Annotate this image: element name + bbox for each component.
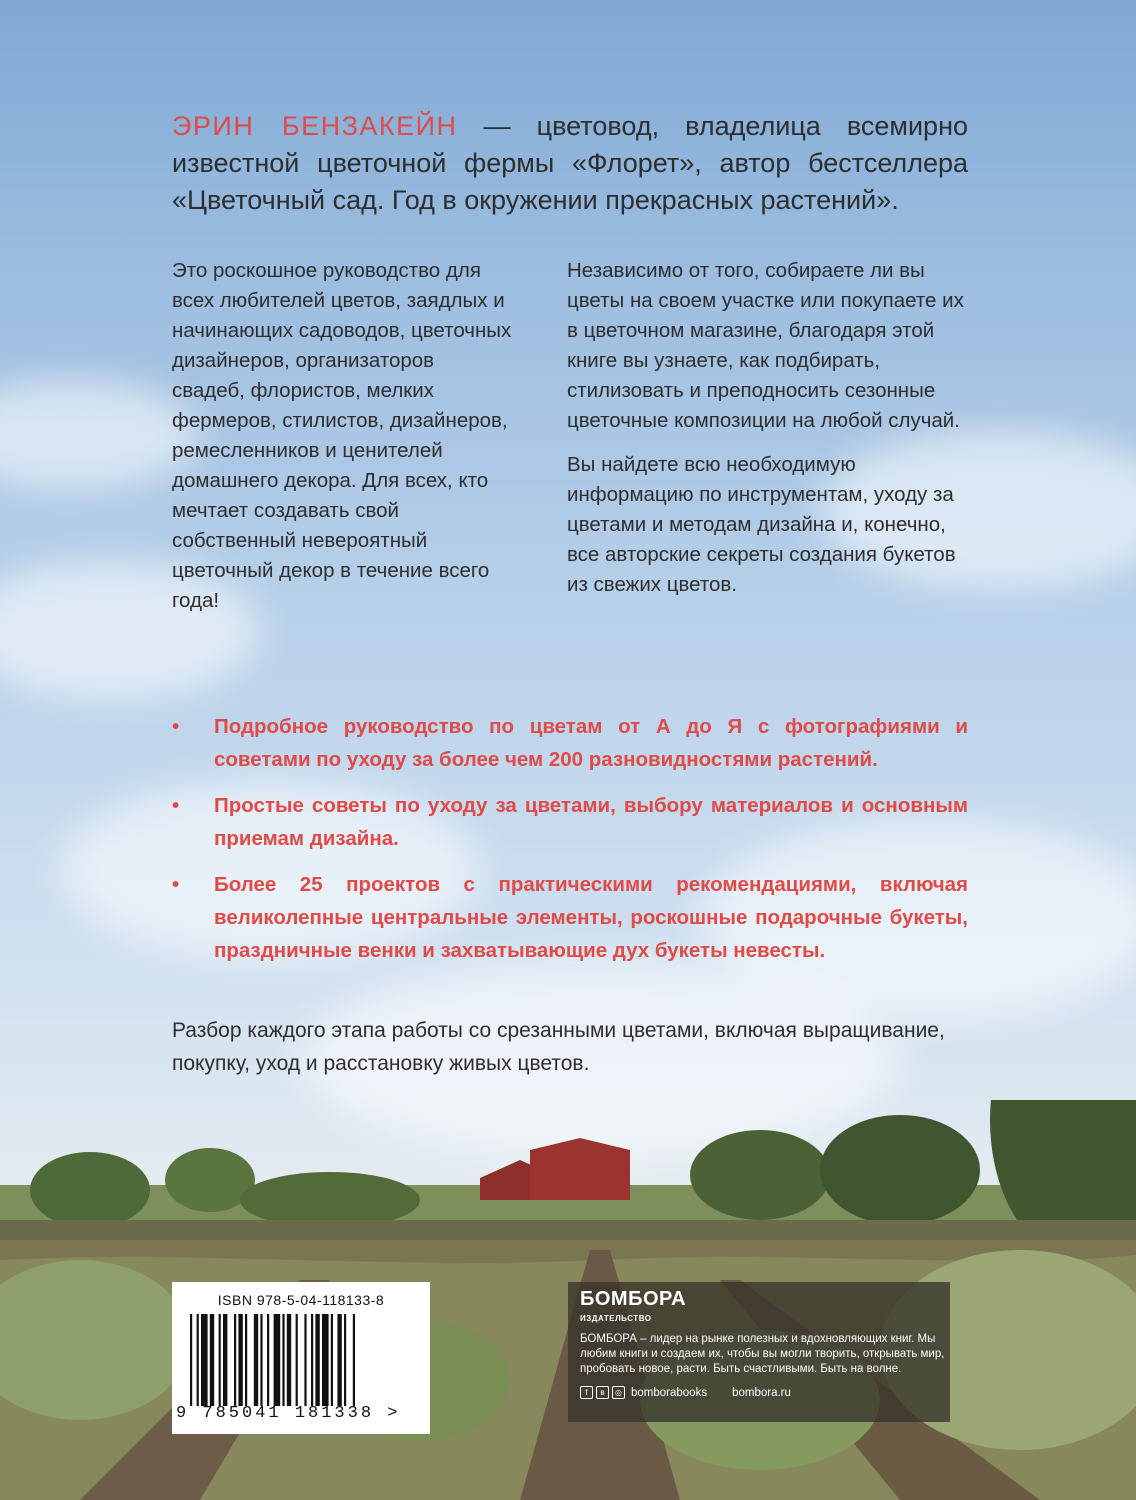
description-paragraph: Это роскошное руководство для всех любителей цветов, заядлых и начинающих садоводов, цветочных дизайнеров, организаторов свадеб, флористов, мелких фермеров, стилистов, дизайнеров, ремесленников и ценителей домашнего декора. Для всех, кто мечтает создавать свой собственный невероятный цветочный декор в течение всего года!: [172, 259, 512, 612]
barcode-panel: [172, 1282, 430, 1434]
publisher-logo: БОМБОРА: [580, 1288, 687, 1310]
isbn-number: ISBN 978-5-04-118133-8: [217, 1292, 385, 1308]
summary-text: Разбор каждого этапа работы со срезанными цветами, включая выращивание, покупку, уход и расстановку живых цветов.: [172, 1019, 945, 1075]
publisher-website[interactable]: bombora.ru: [732, 1386, 791, 1399]
bullet-marker: •: [172, 794, 180, 817]
publisher-panel: [568, 1282, 950, 1422]
barcode-icon: [190, 1314, 408, 1406]
description-paragraph: Независимо от того, собираете ли вы цветы на своем участке или покупаете их в цветочном магазине, благодаря этой книге вы узнаете, как подбирать, стилизовать и преподносить сезонные цветочные композиции на любой случай.: [567, 259, 964, 432]
description-left-column: [172, 256, 512, 616]
cloud: [0, 380, 200, 490]
feature-item: [172, 868, 968, 967]
feature-text: Более 25 проектов с практическими рекомендациями, включая великолепные центральные элементы, роскошные подарочные букеты, праздничные венки и захватывающие дух букеты невесты.: [214, 873, 968, 962]
social-handle[interactable]: bomborabooks: [631, 1386, 708, 1399]
bullet-marker: •: [172, 873, 180, 896]
feature-text: Подробное руководство по цветам от А до Я с фотографиями и советами по уходу за более чем 200 разновидностями растений.: [214, 715, 968, 771]
publisher-description: БОМБОРА – лидер на рынке полезных и вдохновляющих книг. Мы любим книги и создаем их, чтобы вы могли творить, открывать мир, пробовать новое, расти. Быть счастливыми. Быть на волне.: [580, 1333, 945, 1375]
author-bio: — цветовод, владелица всемирно известной цветочной фермы «Флорет», автор бестселлера «Цветочный сад. Год в окружении прекрасных растений».: [172, 111, 968, 215]
vk-icon[interactable]: в: [596, 1386, 609, 1399]
bullet-marker: •: [172, 715, 180, 738]
feature-item: [172, 710, 968, 776]
description-right-column: [567, 256, 967, 614]
barcode-digits: 9 785041 181338 >: [176, 1404, 401, 1423]
publisher-social: [580, 1386, 791, 1399]
instagram-icon[interactable]: ◎: [612, 1386, 625, 1399]
facebook-icon[interactable]: f: [580, 1386, 593, 1399]
author-name: ЭРИН БЕНЗАКЕЙН: [172, 111, 458, 141]
feature-item: [172, 789, 968, 855]
author-intro: [172, 108, 968, 219]
publisher-subtitle: ИЗДАТЕЛЬСТВО: [580, 1314, 652, 1323]
feature-text: Простые советы по уходу за цветами, выбору материалов и основным приемам дизайна.: [214, 794, 968, 850]
description-paragraph: Вы найдете всю необходимую информацию по инструментам, уходу за цветами и методам дизайна и, конечно, все авторские секреты создания букетов из свежих цветов.: [567, 453, 956, 596]
feature-list: [172, 710, 968, 980]
